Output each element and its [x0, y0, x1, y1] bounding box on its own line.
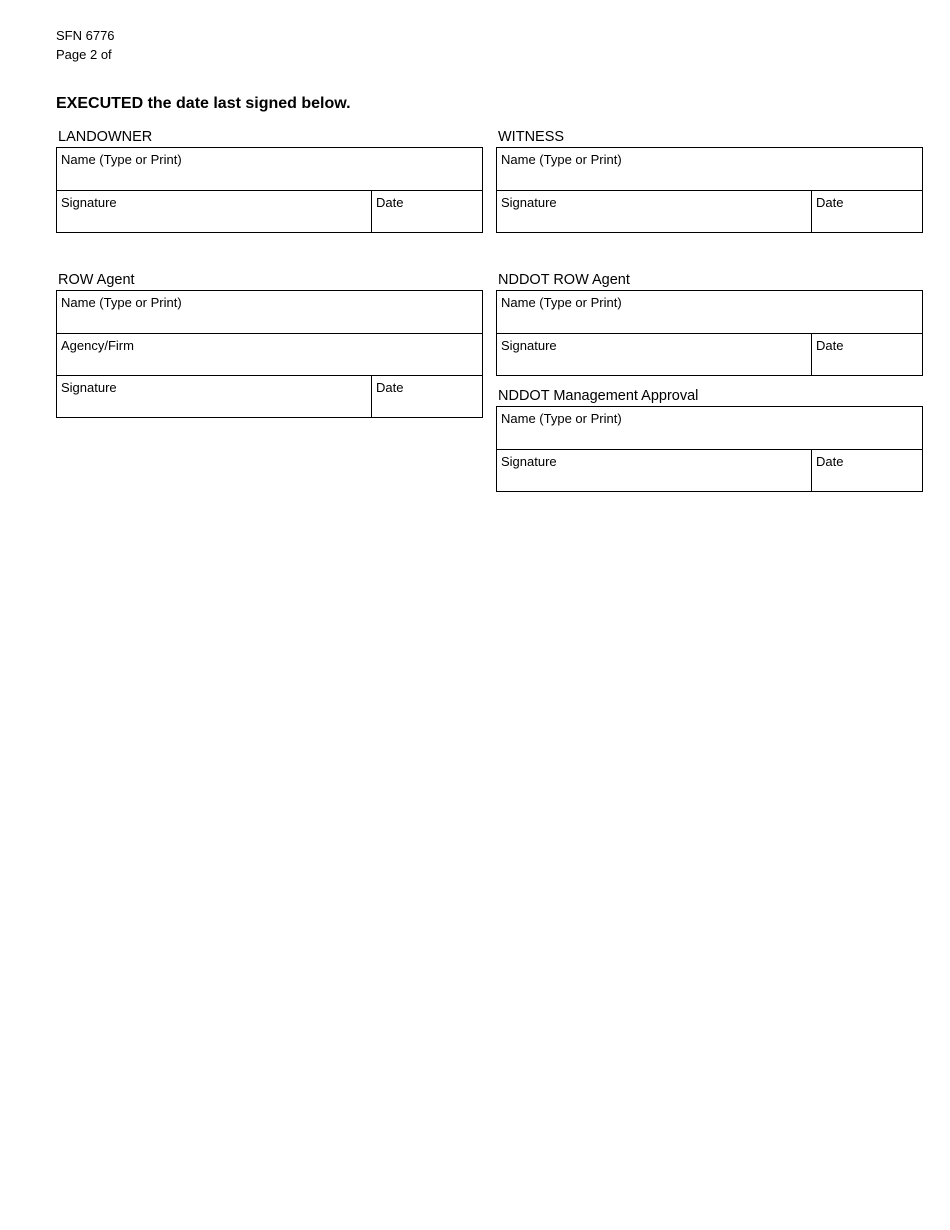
nddot-management-signature-label: Signature — [501, 454, 557, 469]
nddot-row-agent-name-field[interactable] — [497, 291, 922, 333]
nddot-row-agent-date-label: Date — [816, 338, 844, 353]
witness-box — [496, 147, 923, 233]
nddot-management-signature-field[interactable] — [497, 450, 811, 491]
witness-date-field[interactable] — [811, 191, 922, 232]
row-agent-label: ROW Agent — [58, 272, 135, 288]
row-agent-name-field[interactable] — [57, 291, 482, 333]
nddot-row-agent-date-field[interactable] — [811, 334, 922, 375]
nddot-row-agent-name-label: Name (Type or Print) — [501, 295, 622, 310]
landowner-signature-label: Signature — [61, 195, 117, 210]
row-agent-date-field[interactable] — [371, 376, 482, 417]
nddot-management-name-row — [497, 407, 922, 449]
nddot-row-agent-signature-row — [497, 333, 922, 375]
nddot-row-agent-signature-field[interactable] — [497, 334, 811, 375]
nddot-management-date-label: Date — [816, 454, 844, 469]
landowner-label: LANDOWNER — [58, 129, 153, 145]
landowner-name-row — [57, 148, 482, 190]
row-agent-agency-row — [57, 333, 482, 375]
landowner-signature-row — [57, 190, 482, 232]
nddot-row-agent-signature-label: Signature — [501, 338, 557, 353]
landowner-name-field[interactable] — [57, 148, 482, 190]
landowner-box — [56, 147, 483, 233]
row-agent-name-row — [57, 291, 482, 333]
landowner-signature-field[interactable] — [57, 191, 371, 232]
witness-label: WITNESS — [498, 129, 565, 145]
page-title: EXECUTED the date last signed below. — [56, 95, 351, 112]
nddot-row-agent-name-row — [497, 291, 922, 333]
nddot-management-label: NDDOT Management Approval — [498, 388, 699, 404]
form-number: SFN 6776 — [56, 28, 115, 43]
row-agent-signature-label: Signature — [61, 380, 117, 395]
landowner-date-field[interactable] — [371, 191, 482, 232]
witness-name-row — [497, 148, 922, 190]
witness-name-field[interactable] — [497, 148, 922, 190]
witness-signature-field[interactable] — [497, 191, 811, 232]
row-agent-box — [56, 290, 483, 418]
nddot-management-name-field[interactable] — [497, 407, 922, 449]
witness-signature-row — [497, 190, 922, 232]
witness-name-label: Name (Type or Print) — [501, 152, 622, 167]
row-agent-agency-label: Agency/Firm — [61, 338, 134, 353]
nddot-management-signature-row — [497, 449, 922, 491]
row-agent-name-label: Name (Type or Print) — [61, 295, 182, 310]
row-agent-signature-field[interactable] — [57, 376, 371, 417]
landowner-date-label: Date — [376, 195, 404, 210]
nddot-row-agent-box — [496, 290, 923, 376]
row-agent-signature-row — [57, 375, 482, 417]
row-agent-date-label: Date — [376, 380, 404, 395]
nddot-management-box — [496, 406, 923, 492]
nddot-management-date-field[interactable] — [811, 450, 922, 491]
row-agent-agency-field[interactable] — [57, 334, 482, 375]
witness-signature-label: Signature — [501, 195, 557, 210]
nddot-row-agent-label: NDDOT ROW Agent — [498, 272, 630, 288]
page-number: Page 2 of — [56, 47, 112, 62]
witness-date-label: Date — [816, 195, 844, 210]
nddot-management-name-label: Name (Type or Print) — [501, 411, 622, 426]
landowner-name-label: Name (Type or Print) — [61, 152, 182, 167]
